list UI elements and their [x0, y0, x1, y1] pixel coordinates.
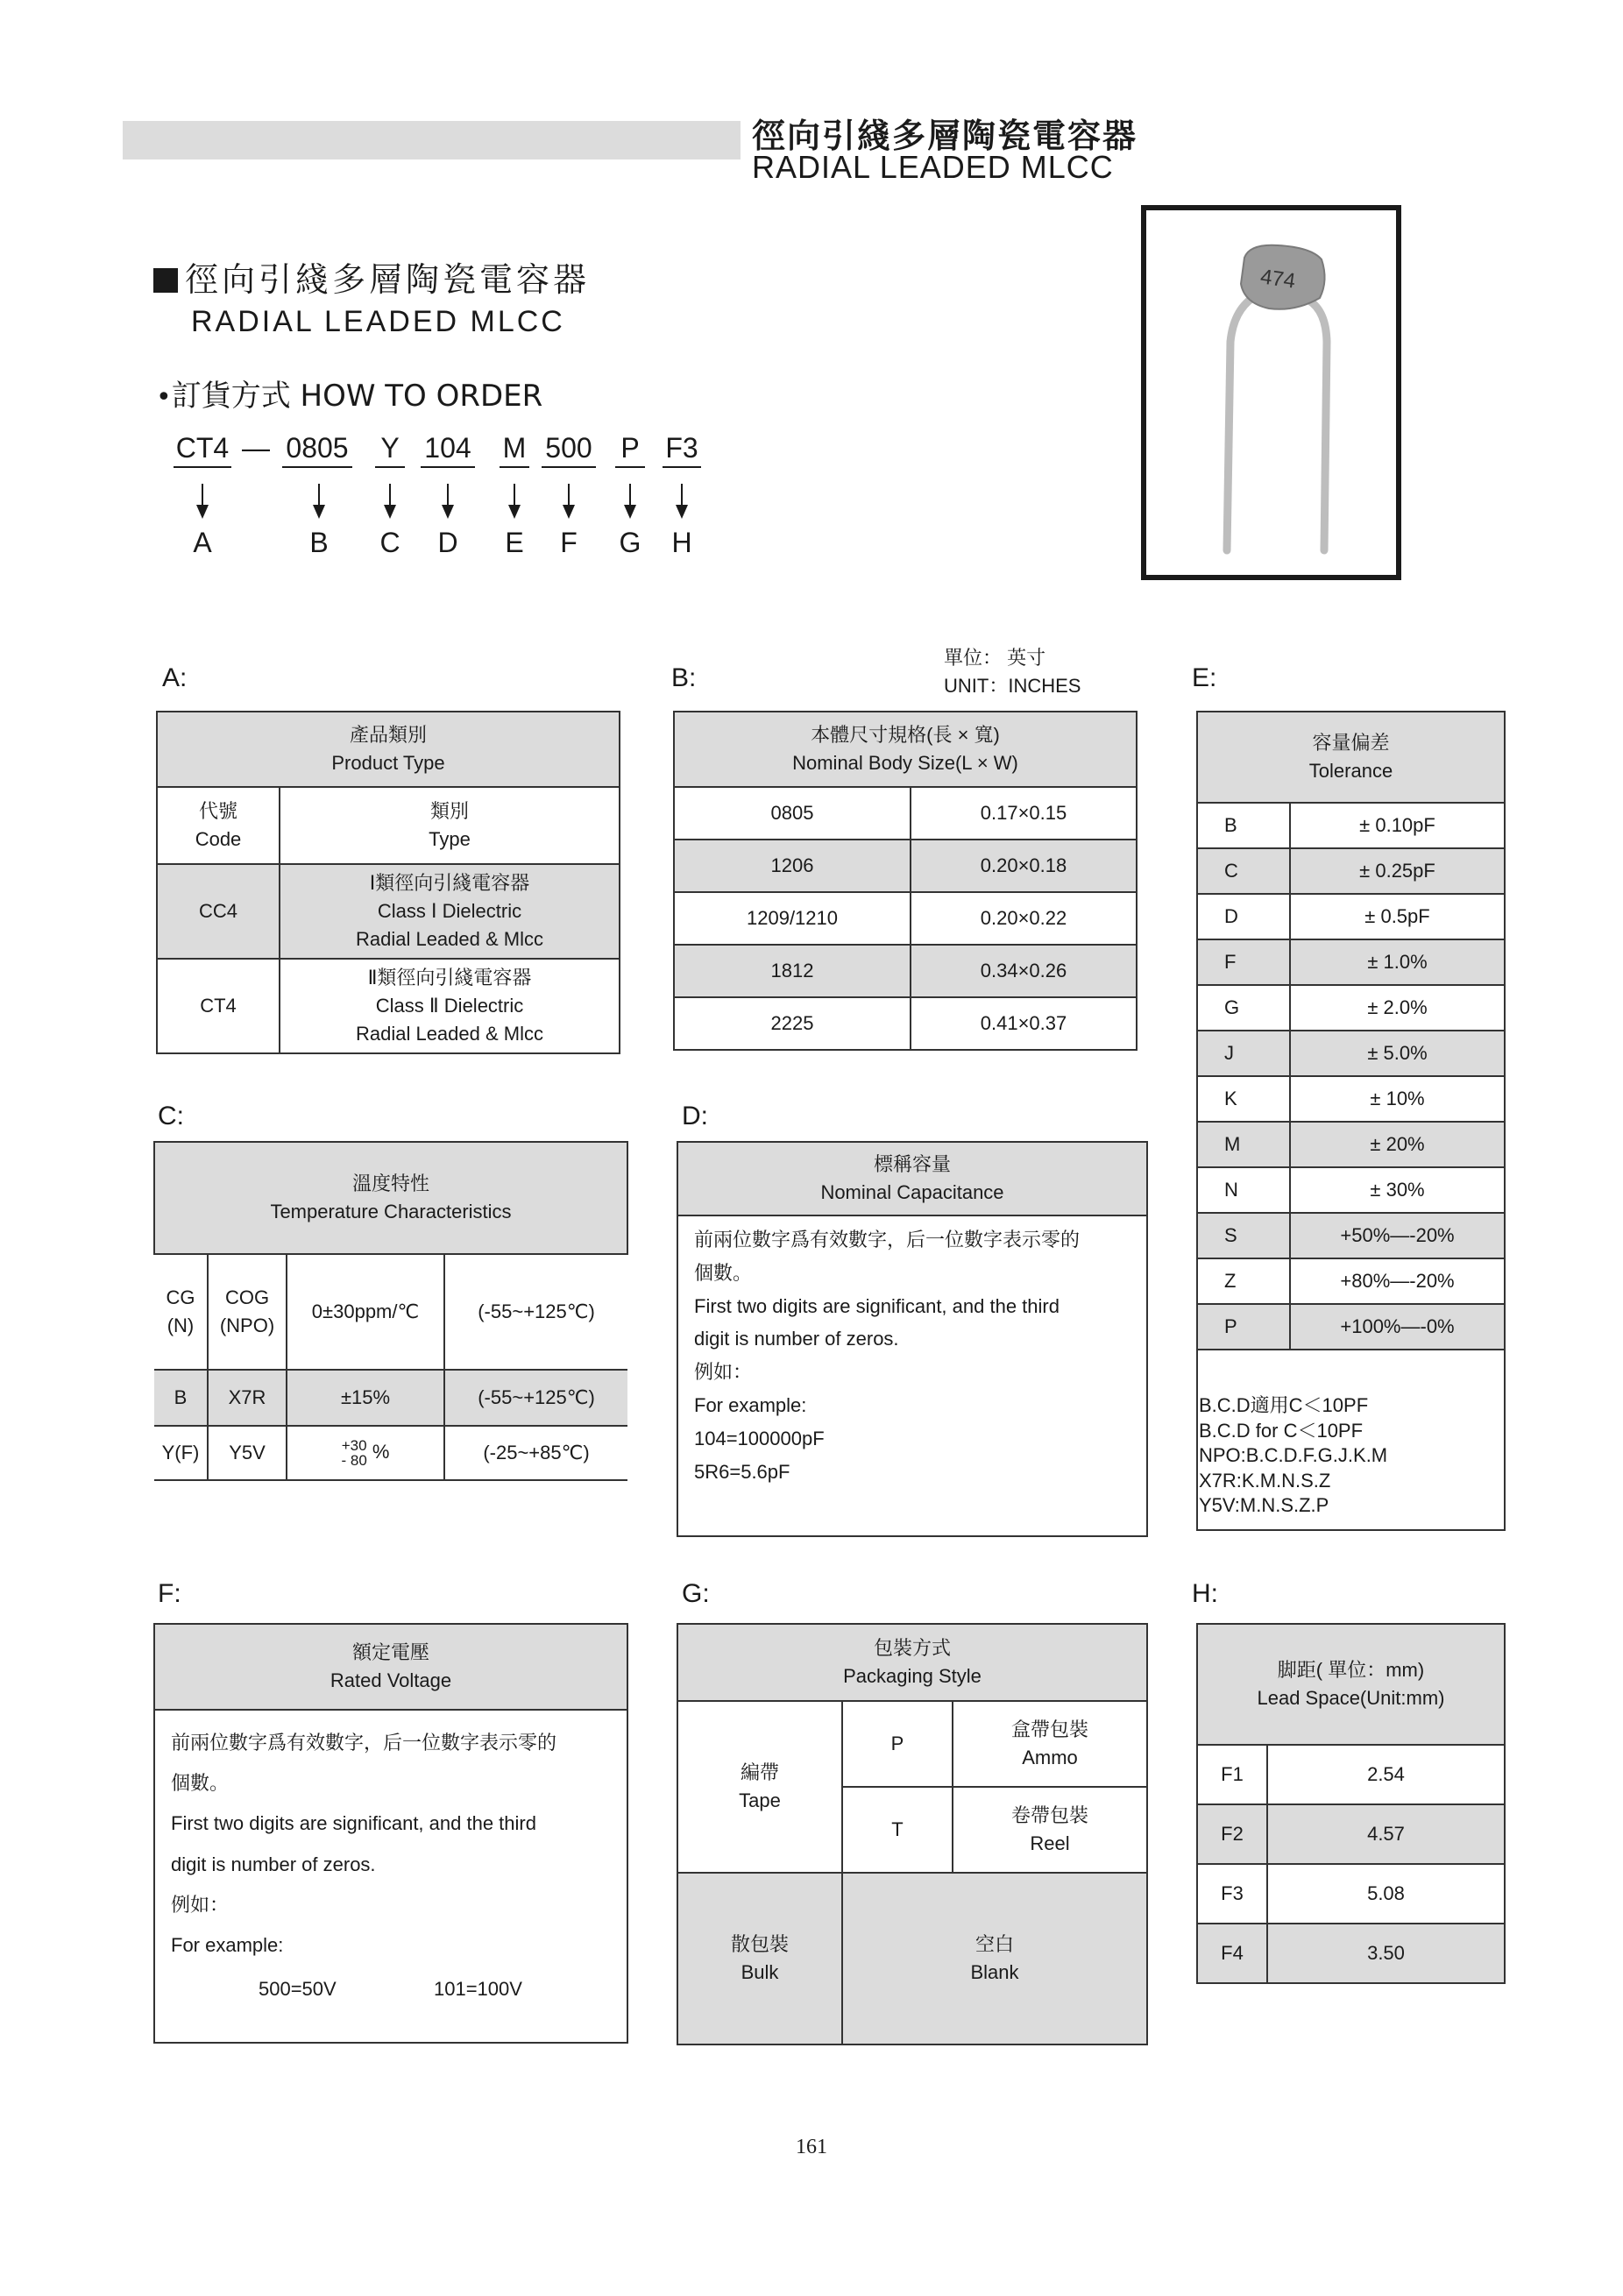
table-header: 脚距( 單位：mm) Lead Space(Unit:mm): [1197, 1624, 1505, 1745]
down-arrow-icon: [194, 484, 211, 519]
unit-cn: 單位： 英寸: [944, 647, 1046, 669]
col-header-type: 類別 Type: [280, 787, 620, 864]
table-row: G ± 2.0%: [1197, 985, 1505, 1031]
table-row: Y(F) Y5V +30 - 80 % (-25~+85℃): [154, 1426, 627, 1480]
table-row: S +50%—-20%: [1197, 1213, 1505, 1258]
down-arrow-icon: [381, 484, 399, 519]
table-row: F3 5.08: [1197, 1864, 1505, 1924]
order-letter: F: [560, 527, 578, 558]
table-row: F2 4.57: [1197, 1804, 1505, 1864]
order-code-part: CT4: [174, 432, 231, 468]
table-row: K ± 10%: [1197, 1076, 1505, 1122]
down-arrow-icon: [439, 484, 457, 519]
square-bullet-icon: [153, 268, 178, 293]
table-header: 本體尺寸規格(長 × 寬) Nominal Body Size(L × W): [674, 712, 1137, 787]
table-header: 產品類別 Product Type: [157, 712, 620, 787]
down-arrow-icon: [560, 484, 578, 519]
table-row: C ± 0.25pF: [1197, 848, 1505, 894]
unit-note: [944, 644, 1081, 700]
table-nominal-capacitance-body: 前兩位數字爲有效數字，后一位數字表示零的 個數。 First two digits are significant, and the third digit is number of zeros. 例如： For example: 104=100000pF 5R6=5.6pF: [677, 1216, 1148, 1537]
table-row: 編帶 Tape P 盒帶包裝 Ammo: [677, 1701, 1147, 1787]
page-number: 161: [796, 2136, 827, 2158]
order-letter: D: [437, 527, 458, 558]
label-d: D:: [682, 1102, 708, 1130]
table-row: D ± 0.5pF: [1197, 894, 1505, 939]
table-row: CC4 Ⅰ類徑向引綫電容器 Class Ⅰ Dielectric Radial Leaded & Mlcc: [157, 864, 620, 959]
table-row: CG (N) COG (NPO) 0±30ppm/℃ (-55~+125℃): [154, 1254, 627, 1370]
table-row: B X7R ±15% (-55~+125℃): [154, 1370, 627, 1426]
down-arrow-icon: [506, 484, 523, 519]
table-row: M ± 20%: [1197, 1122, 1505, 1167]
label-a: A:: [162, 663, 188, 692]
table-row: Z +80%—-20%: [1197, 1258, 1505, 1304]
order-letter: G: [619, 527, 641, 558]
order-letter: H: [671, 527, 692, 558]
table-packaging: [677, 1623, 1148, 2045]
order-code-part: 104: [421, 432, 475, 468]
order-code-part: P: [615, 432, 645, 468]
table-row: B ± 0.10pF: [1197, 803, 1505, 848]
table-row: CT4 Ⅱ類徑向引綫電容器 Class Ⅱ Dielectric Radial Leaded & Mlcc: [157, 959, 620, 1053]
order-letter: A: [193, 527, 212, 558]
table-row: F4 3.50: [1197, 1924, 1505, 1983]
table-row: 1209/1210 0.20×0.22: [674, 892, 1137, 945]
table-row: F1 2.54: [1197, 1745, 1505, 1804]
table-row: 1812 0.34×0.26: [674, 945, 1137, 997]
tc-value: +30 - 80: [341, 1437, 367, 1470]
capacitor-marking: 474: [1258, 265, 1297, 294]
bullet-dot-icon: •: [156, 382, 172, 413]
table-row: 散包裝 Bulk 空白 Blank: [677, 1873, 1147, 2044]
unit-en: UNIT：INCHES: [944, 674, 1081, 697]
order-letter: C: [379, 527, 400, 558]
table-row: 1206 0.20×0.18: [674, 840, 1137, 892]
order-code-part: Y: [375, 432, 405, 468]
header-title-cn: 徑向引綫多層陶瓷電容器: [752, 117, 1138, 155]
label-h: H:: [1192, 1579, 1218, 1608]
table-row: 2225 0.41×0.37: [674, 997, 1137, 1050]
section-title-en: RADIAL LEADED MLCC: [191, 305, 565, 338]
label-c: C:: [158, 1102, 184, 1130]
table-header: 溫度特性 Temperature Characteristics: [154, 1142, 627, 1254]
label-f: F:: [158, 1579, 181, 1608]
table-rated-voltage-header: 額定電壓 Rated Voltage: [153, 1623, 628, 1711]
table-body-size: [673, 711, 1138, 1051]
header-bar: [123, 121, 741, 159]
table-header: 容量偏差 Tolerance: [1197, 712, 1505, 803]
label-g: G:: [682, 1579, 710, 1608]
label-e: E:: [1192, 663, 1217, 692]
order-letter: B: [309, 527, 329, 558]
table-row: P +100%—-0%: [1197, 1304, 1505, 1350]
table-lead-space: [1196, 1623, 1506, 1984]
table-header: 包裝方式 Packaging Style: [677, 1624, 1147, 1701]
table-row: F ± 1.0%: [1197, 939, 1505, 985]
table-rated-voltage-body: 前兩位數字爲有效數字，后一位數字表示零的 個數。 First two digits are significant, and the third digit is number of zeros. 例如： For example: 500=50V 101=100V: [153, 1711, 628, 2044]
header-title-en: RADIAL LEADED MLCC: [752, 149, 1114, 185]
table-row: 0805 0.17×0.15: [674, 787, 1137, 840]
order-code-part: 0805: [282, 432, 352, 468]
table-row: J ± 5.0%: [1197, 1031, 1505, 1076]
section-title-cn: 徑向引綫多層陶瓷電容器: [153, 252, 590, 301]
order-code-dash: —: [242, 432, 270, 464]
label-b: B:: [671, 663, 697, 692]
table-row: T 卷帶包裝 Reel: [677, 1787, 1147, 1873]
col-header-code: 代號 Code: [157, 787, 280, 864]
order-title: •訂貨方式 HOW TO ORDER: [156, 379, 543, 414]
capacitor-image: [1146, 210, 1396, 575]
down-arrow-icon: [673, 484, 691, 519]
down-arrow-icon: [310, 484, 328, 519]
table-temperature: [153, 1141, 628, 1481]
down-arrow-icon: [621, 484, 639, 519]
table-product-type: [156, 711, 620, 1054]
tolerance-notes: B.C.D適用C＜10PF B.C.D for C＜10PF NPO:B.C.D.F.G.J.K.M X7R:K.M.N.S.Z Y5V:M.N.S.Z.P: [1199, 1394, 1388, 1517]
table-row: N ± 30%: [1197, 1167, 1505, 1213]
order-code-part: F3: [663, 432, 701, 468]
order-code-part: M: [500, 432, 529, 468]
order-code-part: 500: [542, 432, 596, 468]
table-nominal-capacitance-header: 標稱容量 Nominal Capacitance: [677, 1141, 1148, 1216]
order-letter: E: [505, 527, 524, 558]
product-photo: [1141, 205, 1401, 580]
